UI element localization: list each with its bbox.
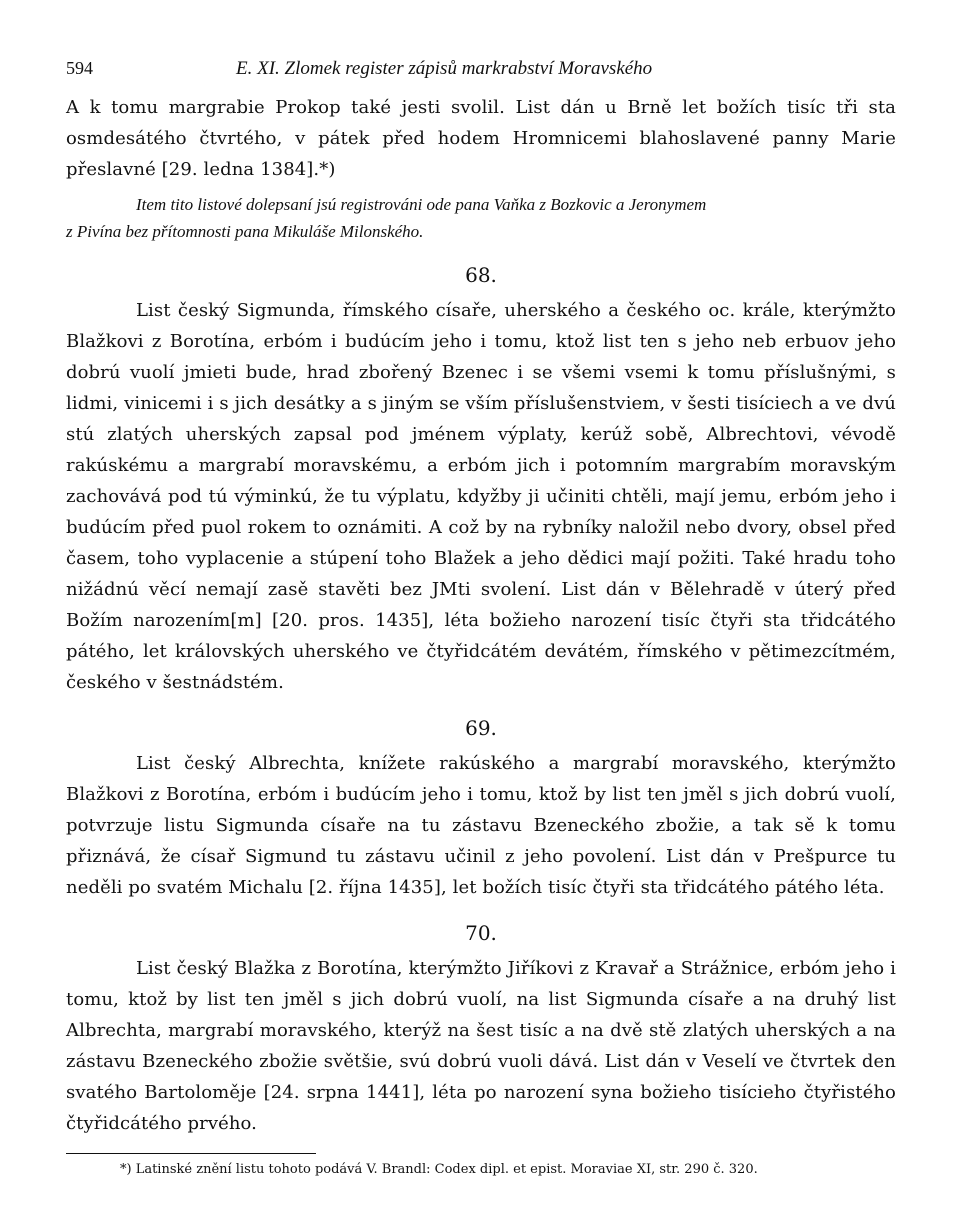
footnote-divider xyxy=(66,1153,316,1154)
page-number: 594 xyxy=(66,58,93,78)
footnote: *) Latinské znění listu tohoto podává V. Brandl: Codex dipl. et epist. Moraviae XI, str. 290 č. 320. xyxy=(120,1162,758,1177)
running-head xyxy=(66,58,896,92)
page-content xyxy=(66,58,896,1180)
document-text-69: List český Albrechta, knížete rakúského a margrabí moravského, kterýmžto Blažkovi z Borotína, erbóm i budúcím jeho i tomu, ktož by list ten jměl s jich dobrú vuolí, potvrzuje listu Sigmunda císaře na tu zástavu Bzeneckého zbožie, a tak sě k tomu přiznává, že císař Sigmund tu zástavu učinil z jeho povolení. List dán v Prešpurce tu neděli po svatém Michalu [2. října 1435], let božích tisíc čtyři sta třidcátého pátého léta. xyxy=(66,753,896,898)
document-number-68: 68. xyxy=(465,263,497,287)
document-number-70: 70. xyxy=(465,921,497,945)
document-number-69: 69. xyxy=(465,716,497,740)
registration-note-line-1: Item tito listové dolepsaní jsú registrováni ode pana Vaňka z Bozkovic a Jeronymem xyxy=(136,195,707,214)
document-text-68: List český Sigmunda, římského císaře, uherského a českého oc. krále, kterýmžto Blažkovi z Borotína, erbóm i budúcím jeho i tomu, ktož list ten s jeho neb erbuov jeho dobrú vuolí jmieti bude, hrad zbořený Bzenec i se všemi vsemi k tomu příslušnými, s lidmi, vinicemi i s jich desátky a s jiným se vším příslušenstviem, v šesti tisíciech a ve dvú stú zlatých uherských zapsal pod jménem výplaty, kerúž sobě, Albrechtovi, vévodě rakúskému a margrabí moravskému, a erbóm jich i potomním margrabím moravským zachovává pod tú výminkú, že tu výplatu, kdyžby ji učiniti chtěli, mají jemu, erbóm jeho i budúcím před puol rokem to oznámiti. A což by na rybníky naložil nebo dvory, obsel před časem, toho vyplacenie a stúpení toho Blažek a jeho dědici mají požiti. Také hradu toho nižádnú věcí nemají zasě stavěti bez JMti svolení. List dán v Bělehradě v úterý před Božím narozením[m] [20. pros. 1435], léta božieho narození tisíc čtyři sta třidcátého pátého, let královských uherského ve čtyřidcátém devátém, římského v pětimezcítmém, českého v šestnádstém. xyxy=(66,300,896,693)
registration-note xyxy=(66,191,896,245)
intro-paragraph: A k tomu margrabie Prokop také jesti svolil. List dán u Brně let božích tisíc tři sta osmdesátého čtvrtého, v pátek před hodem Hromnicemi blahoslavené panny Marie přeslavné [29. ledna 1384].*) xyxy=(66,97,896,180)
registration-note-line-2: z Pivína bez přítomnosti pana Mikuláše Milonského. xyxy=(66,222,424,241)
running-title: E. XI. Zlomek register zápisů markrabství Moravského xyxy=(236,58,653,79)
document-text-70: List český Blažka z Borotína, kterýmžto Jiříkovi z Kravař a Strážnice, erbóm jeho i tomu, ktož by list ten jměl s jich dobrú vuolí, na list Sigmunda císaře a na druhý list Albrechta, margrabí moravského, kterýž na šest tisíc a na dvě stě zlatých uherských a na zástavu Bzeneckého zbožie světšie, svú dobrú vuoli dává. List dán v Veselí ve čtvrtek den svatého Bartoloměje [24. srpna 1441], léta po narození syna božieho tisícieho čtyřistého čtyřidcátého prvého. xyxy=(66,958,896,1134)
